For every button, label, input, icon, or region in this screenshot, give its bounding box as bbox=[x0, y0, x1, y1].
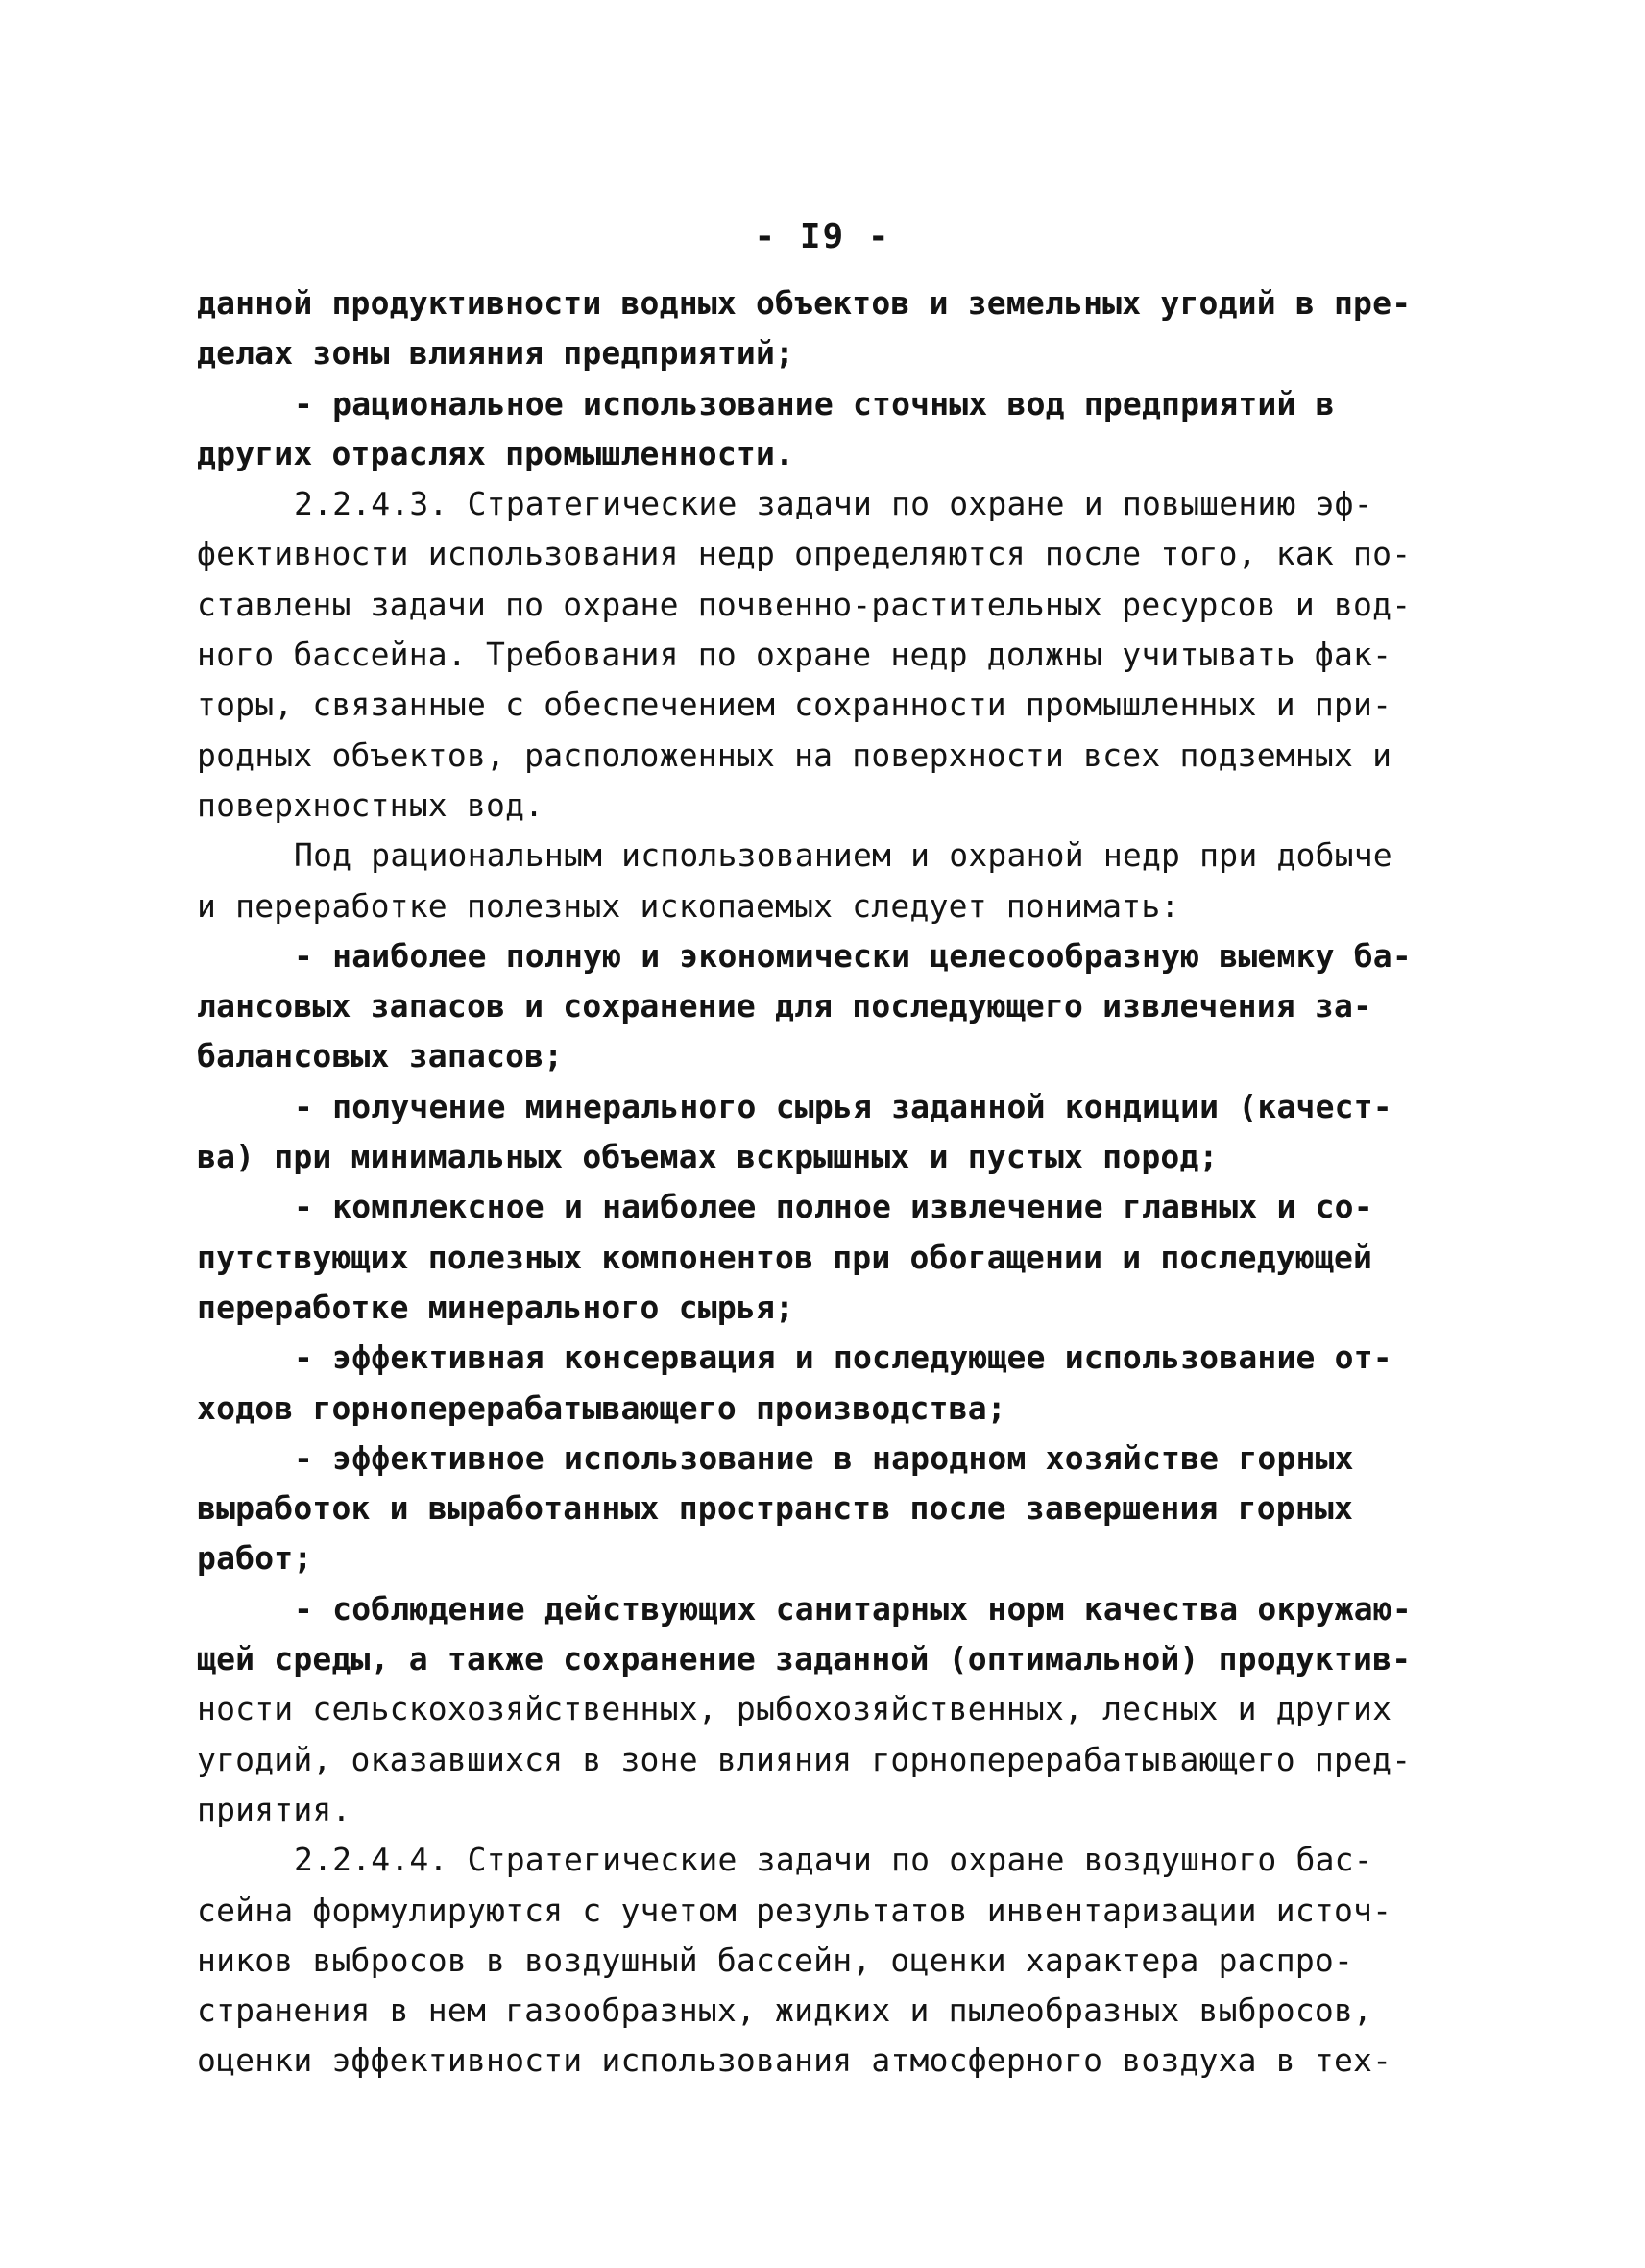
text-line: ного бассейна. Требования по охране недр должны учитывать фак- bbox=[197, 636, 1392, 674]
text-line: и переработке полезных ископаемых следует понимать: bbox=[197, 886, 1180, 925]
text-line: щей среды, а также сохранение заданной (оптимальной) продуктив- bbox=[197, 1640, 1412, 1678]
text-line: оценки эффективности использования атмосферного воздуха в тех- bbox=[197, 2041, 1392, 2080]
text-line: поверхностных вод. bbox=[197, 785, 544, 824]
text-line: 2.2.4.3. Стратегические задачи по охране и повышению эф- bbox=[294, 485, 1373, 523]
text-line: переработке минерального сырья; bbox=[197, 1288, 795, 1326]
text-line: угодий, оказавшихся в зоне влияния горноперерабатывающего пред- bbox=[197, 1740, 1412, 1778]
text-line: Под рациональным использованием и охраной недр при добыче bbox=[294, 836, 1392, 875]
text-line: работ; bbox=[197, 1539, 313, 1578]
text-line: сейна формулируются с учетом результатов инвентаризации источ- bbox=[197, 1891, 1392, 1929]
text-line: странения в нем газообразных, жидких и пылеобразных выбросов, bbox=[197, 1991, 1373, 2030]
text-line: ставлены задачи по охране почвенно-растительных ресурсов и вод- bbox=[197, 585, 1412, 623]
text-line: ников выбросов в воздушный бассейн, оценки характера распро- bbox=[197, 1941, 1354, 1979]
text-line: - соблюдение действующих санитарных норм качества окружаю- bbox=[294, 1589, 1412, 1628]
text-line: балансовых запасов; bbox=[197, 1037, 564, 1075]
text-line: - комплексное и наиболее полное извлечение главных и со- bbox=[294, 1188, 1373, 1226]
text-line: - эффективное использование в народном хозяйстве горных bbox=[294, 1438, 1354, 1477]
text-line: делах зоны влияния предприятий; bbox=[197, 334, 795, 373]
text-line: ходов горноперерабатывающего производства; bbox=[197, 1388, 1006, 1427]
body-text bbox=[197, 278, 1445, 2087]
text-line: родных объектов, расположенных на поверхности всех подземных и bbox=[197, 736, 1392, 774]
text-line: данной продуктивности водных объектов и земельных угодий в пре- bbox=[197, 284, 1412, 322]
text-line: - рациональное использование сточных вод предприятий в bbox=[294, 384, 1335, 422]
text-line: лансовых запасов и сохранение для последующего извлечения за- bbox=[197, 987, 1373, 1025]
text-line: путствующих полезных компонентов при обогащении и последующей bbox=[197, 1238, 1373, 1276]
text-line: выработок и выработанных пространств после завершения горных bbox=[197, 1489, 1354, 1528]
text-line: ности сельскохозяйственных, рыбохозяйственных, лесных и других bbox=[197, 1690, 1392, 1728]
text-line: фективности использования недр определяются после того, как по- bbox=[197, 535, 1412, 573]
text-line: - получение минерального сырья заданной кондиции (качест- bbox=[294, 1087, 1392, 1125]
text-line: - эффективная консервация и последующее использование от- bbox=[294, 1339, 1392, 1377]
text-line: ва) при минимальных объемах вскрышных и пустых пород; bbox=[197, 1138, 1219, 1176]
text-line: приятия. bbox=[197, 1790, 351, 1828]
text-line: - наиболее полную и экономически целесообразную выемку ба- bbox=[294, 936, 1412, 975]
text-line: других отраслях промышленности. bbox=[197, 434, 795, 472]
text-line: 2.2.4.4. Стратегические задачи по охране воздушного бас- bbox=[294, 1841, 1373, 1879]
page-number: - I9 - bbox=[754, 217, 891, 256]
text-line: торы, связанные с обеспечением сохранности промышленных и при- bbox=[197, 686, 1392, 724]
